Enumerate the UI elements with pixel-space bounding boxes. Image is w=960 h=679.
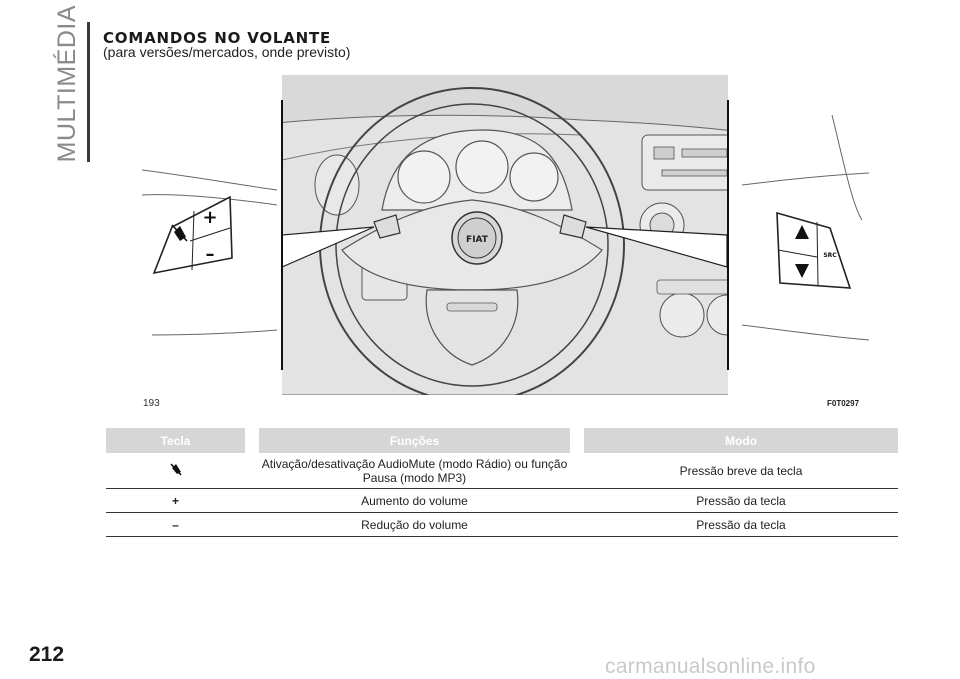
watermark: carmanualsonline.info — [605, 655, 816, 678]
section-rule — [87, 22, 90, 162]
mode-cell: Pressão da tecla — [584, 489, 898, 513]
figure-number: 193 — [143, 398, 160, 409]
table-row — [106, 513, 898, 537]
function-cell: Ativação/desativação AudioMute (modo Rádio) ou função Pausa (modo MP3) — [259, 453, 570, 489]
table-header-row — [106, 428, 898, 453]
function-cell: Redução do volume — [259, 513, 570, 537]
mode-cell: Pressão da tecla — [584, 513, 898, 537]
function-cell: Aumento do volume — [259, 489, 570, 513]
key-cell: – — [106, 513, 245, 537]
section-side-title: MULTIMÉDIA — [52, 4, 81, 162]
src-label: SRC — [823, 252, 837, 259]
fiat-badge-text: FIAT — [466, 235, 488, 245]
minus-icon: – — [205, 244, 215, 265]
header-functions: Funções — [259, 428, 570, 453]
key-cell: + — [106, 489, 245, 513]
steering-wheel-figure — [142, 75, 869, 395]
key-cell — [106, 453, 245, 489]
table-row — [106, 453, 898, 489]
header-key: Tecla — [106, 428, 245, 453]
header-mode: Modo — [584, 428, 898, 453]
table-row — [106, 489, 898, 513]
page-number: 212 — [29, 643, 65, 666]
page-heading: COMANDOS NO VOLANTE — [103, 29, 332, 47]
page-subheading: (para versões/mercados, onde previsto) — [103, 44, 351, 60]
plus-icon: + — [202, 207, 218, 228]
mute-icon — [169, 462, 183, 476]
figure-code: F0T0297 — [827, 399, 860, 408]
commands-table — [106, 428, 898, 537]
mode-cell: Pressão breve da tecla — [584, 453, 898, 489]
